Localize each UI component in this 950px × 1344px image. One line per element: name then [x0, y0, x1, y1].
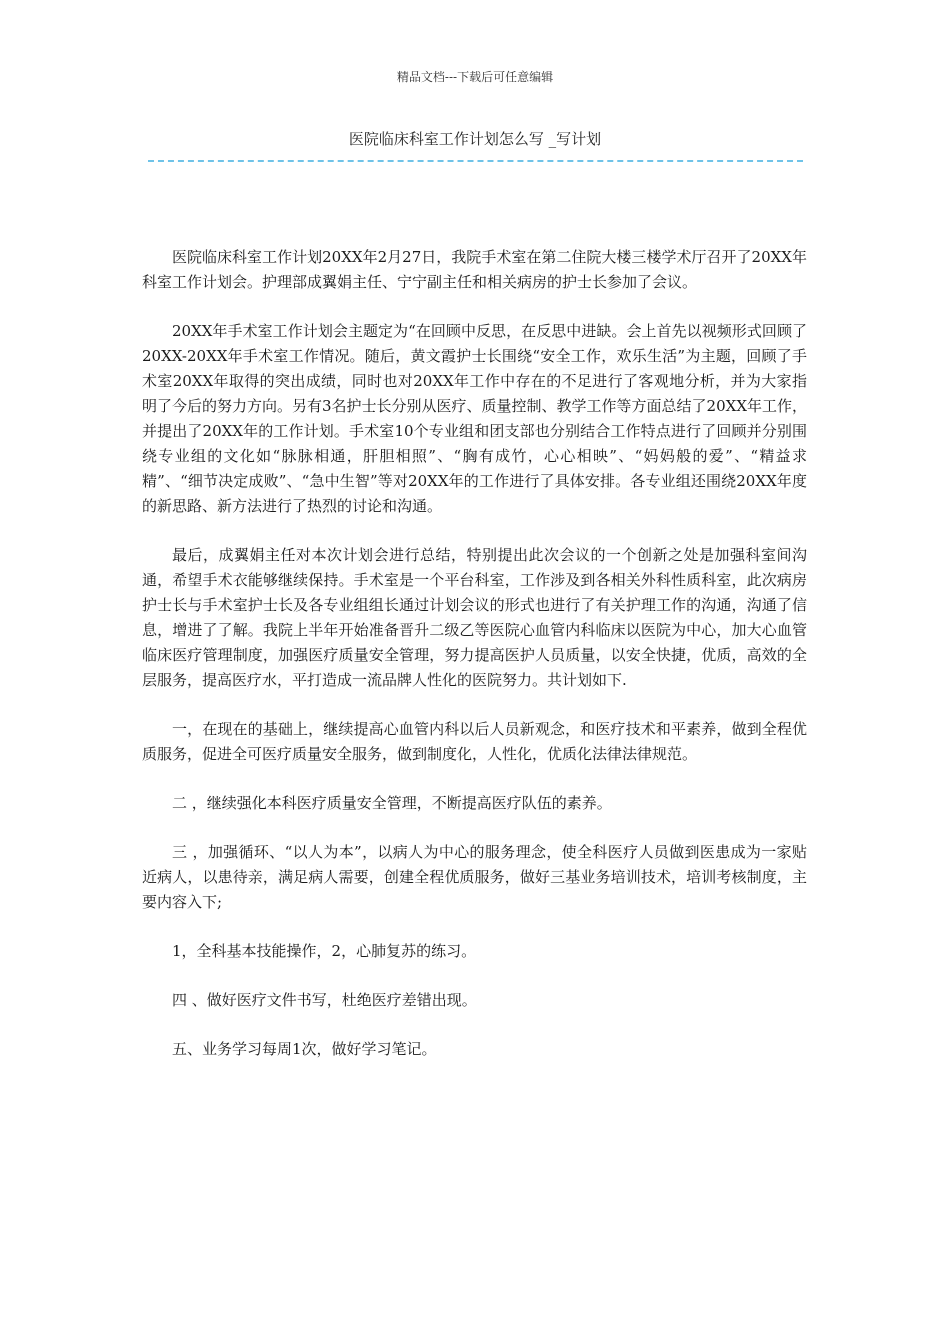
document-title: 医院临床科室工作计划怎么写 _写计划 [348, 130, 602, 148]
paragraph: 20XX年手术室工作计划会主题定为“在回顾中反思，在反思中进缺。会上首先以视频形式回顾了20XX-20XX年手术室工作情况。随后，黄文霞护士长围绕“安全工作，欢乐生活”为主题，回顾了手术室20XX年取得的突出成绩，同时也对20XX年工作中存在的不足进行了客观地分析，并为大家指明了今后的努力方向。另有3名护士长分别从医疗、质量控制、教学工作等方面总结了20XX年工作，并提出了20XX年的工作计划。手术室10个专业组和团支部也分别结合工作特点进行了回顾并分别围绕专业组的文化如“脉脉相通，肝胆相照”、“胸有成竹，心心相映”、“妈妈般的爱”、“精益求精”、“细节决定成败”、“急中生智”等对20XX年的工作进行了具体安排。各专业组还围绕20XX年度的新思路、新方法进行了热烈的讨论和沟通。 [142, 322, 807, 515]
paragraph: 最后，成翼娟主任对本次计划会进行总结，特别提出此次会议的一个创新之处是加强科室间沟通，希望手术衣能够继续保持。手术室是一个平台科室，工作涉及到各相关外科性质科室，此次病房护士长与手术室护士长及各专业组组长通过计划会议的形式也进行了有关护理工作的沟通，沟通了信息，增进了了解。我院上半年开始准备晋升二级乙等医院心血管内科临床以医院为中心，加大心血管临床医疗管理制度，加强医疗质量安全管理，努力提高医护人员质量，以安全快捷，优质，高效的全层服务，提高医疗水，平打造成一流品牌人性化的医院努力。共计划如下. [142, 546, 807, 689]
paragraph: 四 、做好医疗文件书写，杜绝医疗差错出现。 [172, 991, 477, 1009]
paragraph: 三 ，加强循环、“以人为本”，以病人为中心的服务理念，使全科医疗人员做到医患成为一家贴近病人，以患待亲，满足病人需要，创建全程优质服务，做好三基业务培训技术，培训考核制度，主要内容入下; [142, 843, 807, 911]
paragraph: 五、业务学习每周1次，做好学习笔记。 [172, 1040, 437, 1058]
paragraph: 一，在现在的基础上，继续提高心血管内科以后人员新观念，和医疗技术和平素养，做到全程优质服务，促进全可医疗质量安全服务，做到制度化，人性化，优质化法律法律规范。 [142, 720, 807, 763]
paragraph: 1，全科基本技能操作，2，心肺复苏的练习。 [172, 942, 477, 960]
title-divider [148, 160, 803, 162]
paragraph: 二 ，继续强化本科医疗质量安全管理，不断提高医疗队伍的素养。 [172, 794, 612, 812]
document-body [142, 245, 807, 1086]
paragraph: 医院临床科室工作计划20XX年2月27日，我院手术室在第二住院大楼三楼学术厅召开了20XX年科室工作计划会。护理部成翼娟主任、宁宁副主任和相关病房的护士长参加了会议。 [142, 248, 807, 291]
header-note: 精品文档---下载后可任意编辑 [396, 70, 554, 84]
